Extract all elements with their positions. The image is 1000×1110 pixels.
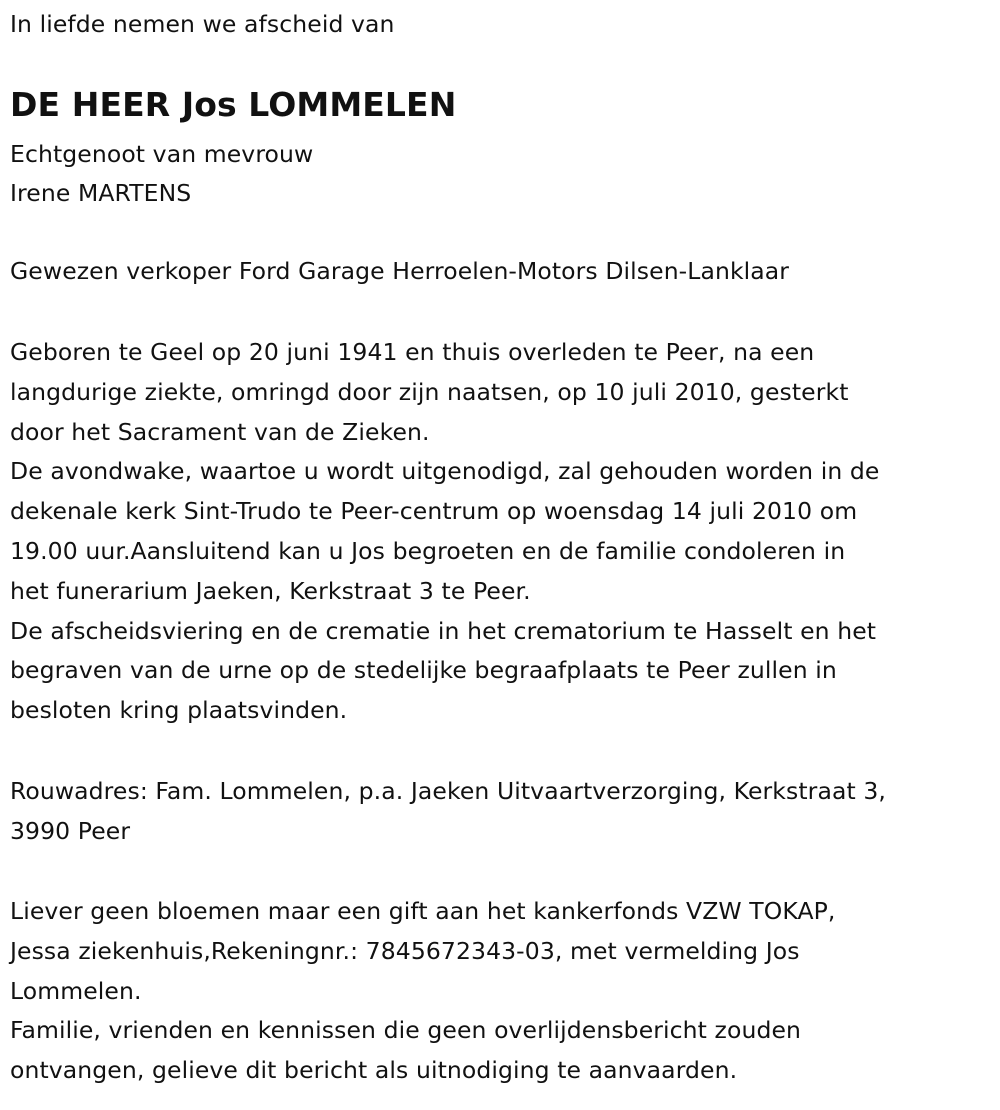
occupation-text (10, 252, 789, 292)
closing-block (10, 892, 835, 1091)
spouse-block (10, 135, 313, 212)
details-line: Geboren te Geel op 20 juni 1941 en thuis overleden te Peer, na een (10, 338, 815, 366)
details-line: besloten kring plaatsvinden. (10, 696, 348, 725)
occupation-line: Gewezen verkoper Ford Garage Herroelen-Motors Dilsen-Lanklaar (10, 257, 790, 285)
closing-line: Lommelen. (10, 976, 142, 1005)
details-line: De afscheidsviering en de crematie in het crematorium te Hasselt en het (10, 616, 877, 645)
details-line: De avondwake, waartoe u wordt uitgenodigd, zal gehouden worden in de (10, 457, 880, 486)
spouse-line: Echtgenoot van mevrouw (10, 140, 314, 168)
details-block (10, 333, 880, 731)
deceased-name: DE HEER Jos LOMMELEN (10, 85, 457, 124)
address-line: Rouwadres: Fam. Lommelen, p.a. Jaeken Uitvaartverzorging, Kerkstraat 3, (10, 777, 886, 805)
details-line: door het Sacrament van de Zieken. (10, 417, 430, 446)
address-line: 3990 Peer (10, 816, 131, 845)
details-line: het funerarium Jaeken, Kerkstraat 3 te Peer. (10, 576, 531, 605)
closing-line: ontvangen, gelieve dit bericht als uitnodiging te aanvaarden. (10, 1056, 738, 1085)
closing-line: Liever geen bloemen maar een gift aan het kankerfonds VZW TOKAP, (10, 897, 836, 925)
details-line: begraven van de urne op de stedelijke begraafplaats te Peer zullen in (10, 656, 837, 685)
intro-text (10, 5, 395, 45)
details-line: 19.00 uur.Aansluitend kan u Jos begroeten en de familie condoleren in (10, 536, 846, 565)
intro-line: In liefde nemen we afscheid van (10, 10, 395, 38)
details-line: langdurige ziekte, omringd door zijn naatsen, op 10 juli 2010, gesterkt (10, 377, 849, 406)
closing-line: Jessa ziekenhuis,Rekeningnr.: 7845672343-03, met vermelding Jos (10, 936, 800, 965)
spouse-line: Irene MARTENS (10, 178, 192, 207)
closing-line: Familie, vrienden en kennissen die geen overlijdensbericht zouden (10, 1016, 802, 1045)
address-block (10, 772, 886, 852)
details-line: dekenale kerk Sint-Trudo te Peer-centrum op woensdag 14 juli 2010 om (10, 497, 858, 526)
